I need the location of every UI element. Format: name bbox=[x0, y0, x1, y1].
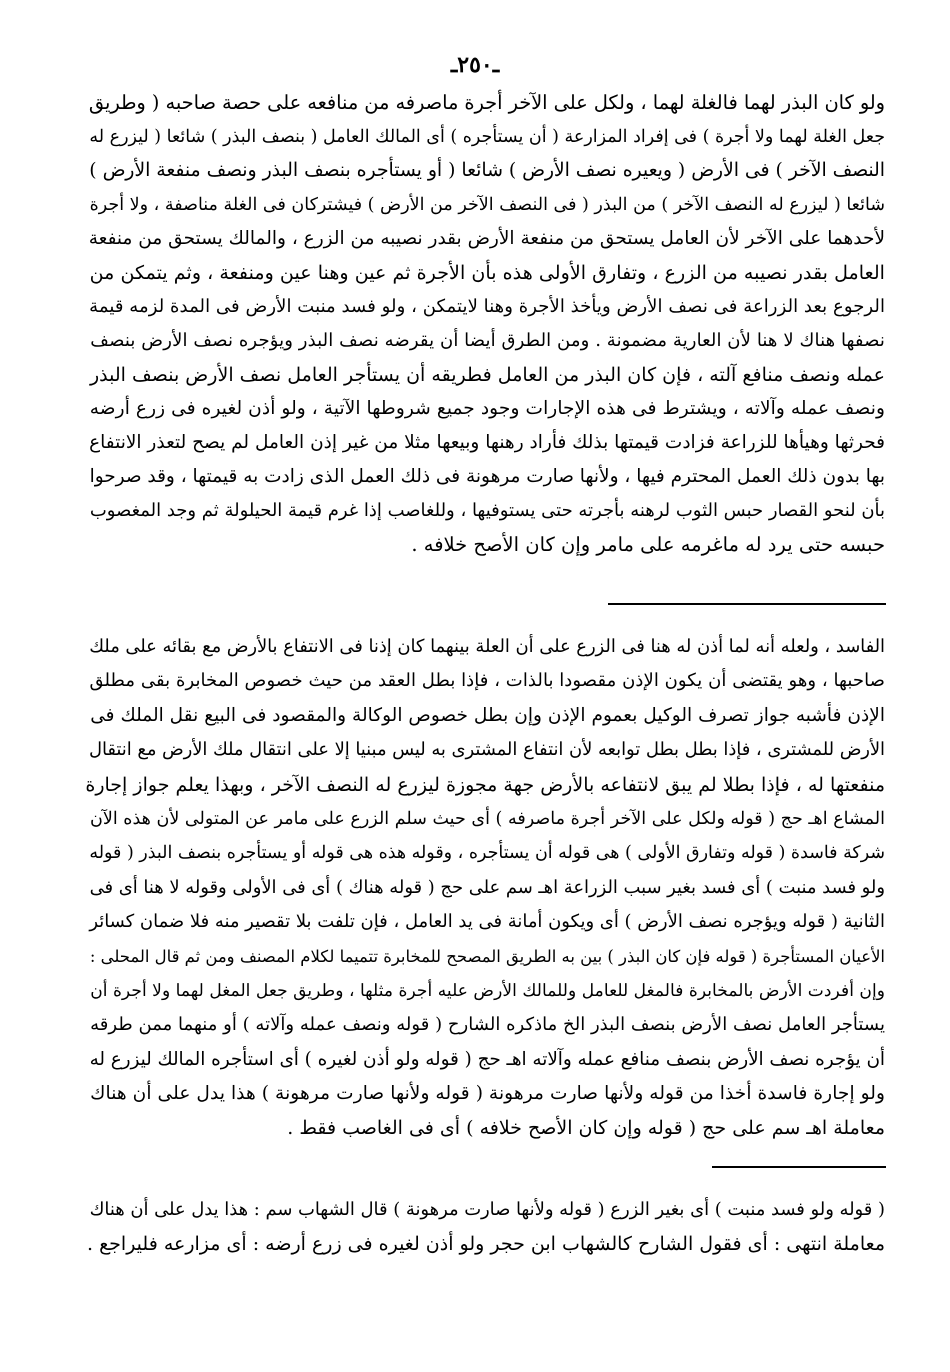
text-line: لأحدهما على الآخر لأن العامل يستحق من منفعة الأرض بقدر نصيبه من الزرع ، والمالك يستحق من منفعة bbox=[88, 228, 885, 249]
text-line: ولو كان البذر لهما فالغلة لهما ، ولكل على الآخر أجرة ماصرفه من منافعه على حصة صاحبه ( وطريق bbox=[88, 91, 885, 114]
text-line: نصفها هناك لا هنا لأن العارية مضمونة . ومن الطرق أيضا أن يقرضه نصف البذر ويؤجره نصف الأرض بنصف bbox=[90, 330, 885, 351]
commentary-line: المشاع اهـ حج ( قوله ولكل على الآخر أجرة ماصرفه ) أى حيث سلم الزرع على مامر عن المتولى لأن هذه الآن bbox=[89, 808, 885, 829]
text-line: ونصف عمله وآلاته ، ويشترط فى هذه الإجارات وجود جميع شروطها الآتية ، ولو أذن لغيره فى زرع أرضه bbox=[89, 398, 885, 419]
commentary-line: ولو إجارة فاسدة أخذا من قوله ولأنها صارت مرهونة ( قوله ولأنها صارت مرهونة ) هذا يدل على أن هناك bbox=[90, 1083, 885, 1105]
commentary-line: معاملة انتهى : أى فقول الشارح كالشهاب ابن حجر ولو أذن لغيره فى زرع أرضه : أى مزارعه فليراجع . bbox=[86, 1233, 885, 1255]
commentary-line: ولو فسد منبت ) أى فسد بغير سبب الزراعة اهـ سم على حج ( قوله هناك ) أى فى الأولى وقوله لا هنا أى فى bbox=[89, 876, 885, 898]
page-number: ـ٢٥٠ـ bbox=[450, 52, 500, 78]
commentary-line: يستأجر العامل نصف الأرض بنصف البذر الخ ماذكره الشارح ( قوله ونصف عمله وآلاته ) أو منهما ممن طرقه bbox=[90, 1014, 885, 1036]
text-line: حبسه حتى يرد له ماغرمه على مامر وإن كان الأصح خلافه . bbox=[411, 533, 885, 556]
text-line: فحرثها وهيأها للزراعة فزادت قيمتها بذلك فأراد رهنها وبيعها مثلا من غير إذن العامل لم يصح لتعذر الانتفاع bbox=[89, 432, 885, 453]
commentary-line: منفعتها له ، فإذا بطلا لم يبق لانتفاعه بالأرض جهة مجوزة ليزرع له النصف الآخر ، وبهذا يعلم جواز إجارة bbox=[85, 773, 885, 796]
commentary-line: شركة فاسدة ( قوله وتفارق الأولى ) هى قوله أن يستأجره ، وقوله هذه هى قوله أو يستأجره بنصف البذر ( قوله bbox=[89, 843, 885, 864]
main-text bbox=[85, 86, 885, 562]
text-line: النصف الآخر ) فى الأرض ( ويعيره نصف الأرض ) شائعا ( أو يستأجره بنصف البذر ونصف منفعة الأرض ) bbox=[89, 160, 885, 181]
commentary-line: الفاسد ، ولعله أنه لما أذن له هنا فى الزرع على أن العلة بينهما كان إذنا فى الانتفاع بالأرض مع بقائه على ملك bbox=[89, 636, 885, 657]
commentary-line: الثانية ( قوله ويؤجره نصف الأرض ) أى ويكون أمانة فى يد العامل ، فإن تلفت بلا تقصير منه فلا ضمان كسائر bbox=[89, 911, 885, 933]
commentary-line: ( قوله ولو فسد منبت ) أى بغير الزرع ( قوله ولأنها صارت مرهونة ) قال الشهاب سم : هذا يدل على أن هناك bbox=[89, 1199, 885, 1220]
text-line: بأن لنحو القصار حبس الثوب لرهنه بأجرته حتى يستوفيها ، وللغاصب إذا غرم قيمة الحيلولة ثم وجد المغصوب bbox=[89, 500, 885, 521]
commentary-line: وإن أفردت الأرض بالمخابرة فالمغل للعامل وللمالك الأرض عليه أجرة مثلها ، وطريق جعل المغل لهما ولا أجرة أن bbox=[90, 980, 885, 1001]
text-line: العامل بقدر نصيبه من الزرع ، وتفارق الأولى هذه بأن الأجرة ثم عين وهنا عين ومنفعة ، وثم يتمكن من bbox=[89, 261, 885, 284]
footnote-divider bbox=[608, 603, 886, 605]
footnote-divider bbox=[712, 1166, 886, 1168]
commentary-line: الأرض للمشترى ، فإذا بطل بطل توابعه لأن انتفاع المشترى به ليس مبنيا إلا على انتقال ملك الأرض مع انتقال bbox=[88, 739, 885, 761]
commentary-first bbox=[85, 630, 885, 1146]
text-line: عمله ونصف منافع آلته ، فإن كان البذر من العامل فطريقه أن يستأجر العامل نصف الأرض بنصف البذر bbox=[89, 364, 885, 386]
text-line: جعل الغلة لهما ولا أجرة ) فى إفراد المزارعة ( أن يستأجره ) أى المالك العامل ( بنصف البذر ) شائعا ( ليزرع له bbox=[89, 127, 885, 147]
commentary-line: معاملة اهـ سم على حج ( قوله وإن كان الأصح خلافه ) أى فى الغاصب فقط . bbox=[287, 1117, 885, 1140]
commentary-line: الإذن فأشبه جواز تصرف الوكيل بعموم الإذن وإن بطل خصوص الوكالة والمقصود فى البيع نقل الملك فى bbox=[90, 704, 885, 726]
commentary-line: الأعيان المستأجرة ( قوله فإن كان البذر ) بين به الطريق المصحح للمخابرة تتميما لكلام المصنف ومن ثم قال المحلى : bbox=[89, 946, 885, 966]
commentary-line: أن يؤجره نصف الأرض بنصف منافع عمله وآلاته اهـ حج ( قوله ولو أذن لغيره ) أى استأجره المالك ليزرع له bbox=[89, 1048, 885, 1070]
commentary-line: صاحبها ، وهو يقتضى أن يكون الإذن مقصودا بالذات ، فإذا بطل العقد من حيث خصوص المخابرة بقى مطلق bbox=[89, 670, 885, 692]
text-line: شائعا ( ليزرع له النصف الآخر ) من البذر ( فى النصف الآخر من الأرض ) فيشتركان فى الغلة مناصفة ، ولا أجرة bbox=[89, 195, 885, 215]
text-line: الرجوع بعد الزراعة فى نصف الأرض ويأخذ الأجرة وهنا لايتمكن ، ولو فسد منبت الأرض فى المدة لزمه قيمة bbox=[89, 296, 885, 317]
text-line: بها بدون ذلك العمل المحترم فيها ، ولأنها صارت مرهونة فى ذلك العمل الذى زادت به قيمتها ، وقد صرحوا bbox=[89, 466, 885, 487]
commentary-second bbox=[85, 1193, 885, 1261]
